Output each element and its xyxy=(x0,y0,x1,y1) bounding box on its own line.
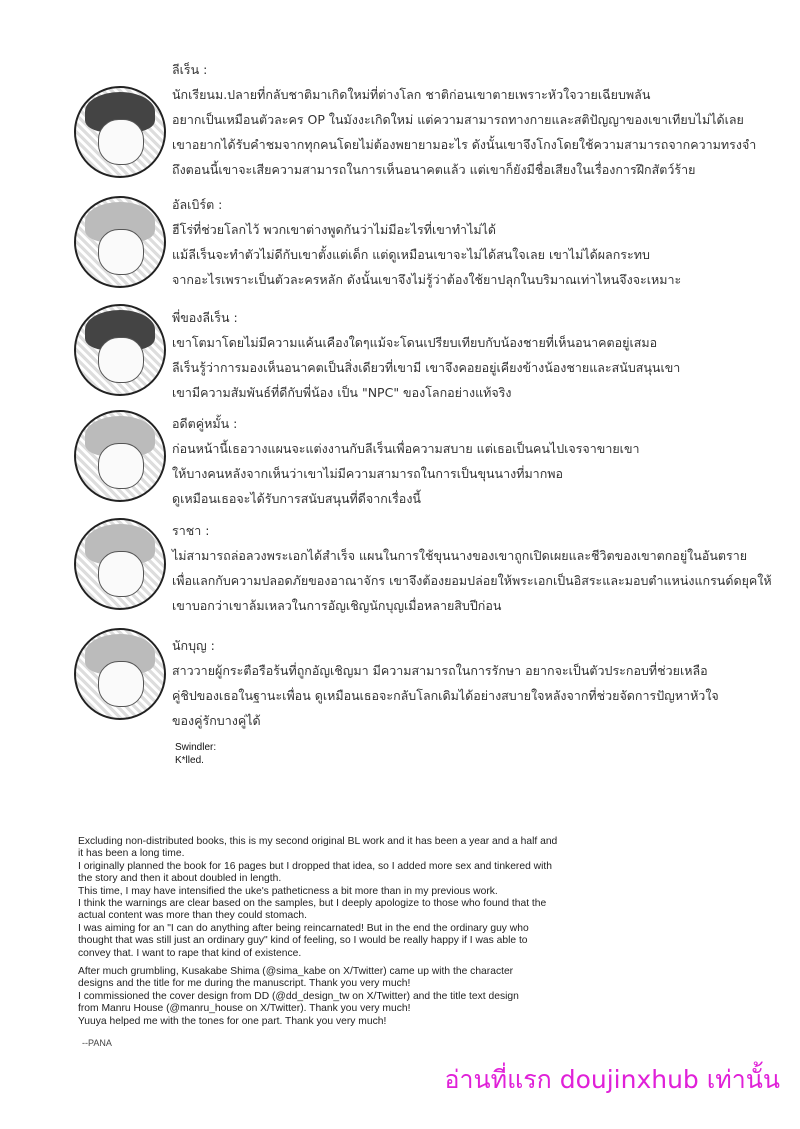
afterword-line: actual content was more than they could stomach. xyxy=(78,910,307,922)
afterword-line: I was aiming for an "I can do anything after being reincarnated! But in the end the ordinary guy who xyxy=(78,922,529,934)
character-name: ราชา : xyxy=(172,523,210,538)
character-description-line: เขาโตมาโดยไม่มีความแค้นเคืองใดๆแม้จะโดนเปรียบเทียบกับน้องชายที่เห็นอนาคตอยู่เสมอ xyxy=(172,335,658,350)
character-description-line: ของคู่รักบางคู่ได้ xyxy=(172,713,261,728)
portrait-brother xyxy=(74,304,166,396)
afterword-line: I commissioned the cover design from DD (@dd_design_tw on X/Twitter) and the title text design xyxy=(78,990,519,1002)
afterword-line: convey that. I want to rape that kind of existence. xyxy=(78,947,302,959)
character-entry xyxy=(172,192,681,292)
character-description-line: ให้บางคนหลังจากเห็นว่าเขาไม่มีความสามารถในการเป็นขุนนางที่มากพอ xyxy=(172,466,564,481)
character-description-line: จากอะไรเพราะเป็นตัวละครหลัก ดังนั้นเขาจึงไม่รู้ว่าต้องใช้ยาปลุกในบริมาณเท่าไหนจึงจะเหมาะ xyxy=(172,272,682,287)
character-entry xyxy=(172,633,719,733)
character-entry xyxy=(172,518,772,618)
character-description-line: ลีเร็นรู้ว่าการมองเห็นอนาคตเป็นสิ่งเดียวที่เขามี เขาจึงคอยอยู่เคียงข้างน้องชายและสนับสนุนเขา xyxy=(172,360,681,375)
character-description-line: นักเรียนม.ปลายที่กลับชาติมาเกิดใหม่ที่ต่างโลก ชาติก่อนเขาตายเพราะหัวใจวายเฉียบพลัน xyxy=(172,87,651,102)
character-name: อัลเบิร์ต : xyxy=(172,197,223,212)
watermark: อ่านที่แรก doujinxhub เท่านั้น xyxy=(444,1065,780,1094)
portrait-ex-fiancee xyxy=(74,410,166,502)
character-entry xyxy=(172,411,640,511)
afterword-paragraph-1 xyxy=(78,836,578,960)
character-entry xyxy=(172,57,756,182)
character-name: อดีตคู่หมั้น : xyxy=(172,416,238,431)
character-description-line: เพื่อแลกกับความปลอดภัยของอาณาจักร เขาจึงต้องยอมปล่อยให้พระเอกเป็นอิสระและมอบตำแหน่งแกรนด์ดยุคให้ xyxy=(172,573,772,588)
portrait-king xyxy=(74,518,166,610)
portrait-albert xyxy=(74,196,166,288)
afterword-line: the story and then it about doubled in length. xyxy=(78,873,282,885)
character-description-line: คู่ชิปของเธอในฐานะเพื่อน ดูเหมือนเธอจะกลับโลกเดิมได้อย่างสบายใจหลังจากที่ช่วยจัดการปัญหาหัวใจ xyxy=(172,688,719,703)
swindler-fate: K*lled. xyxy=(175,755,204,766)
character-description-line: สาววายผู้กระตือรือร้นที่ถูกอัญเชิญมา มีความสามารถในการรักษา อยากจะเป็นตัวประกอบที่ช่วยเหลือ xyxy=(172,663,708,678)
character-description-line: แม้ลีเร็นจะทำตัวไม่ดีกับเขาตั้งแต่เด็ก แต่ดูเหมือนเขาจะไม่ได้สนใจเลย เขาไม่ได้ผลกระทบ xyxy=(172,247,650,262)
character-name: นักบุญ : xyxy=(172,638,215,653)
afterword-line: from Manru House (@manru_house on X/Twitter). Thank you very much! xyxy=(78,1003,411,1015)
character-description-line: ถึงตอนนี้เขาจะเสียความสามารถในการเห็นอนาคตแล้ว แต่เขาก็ยังมีชื่อเสียงในเรื่องการฝึกสัตว์ร้าย xyxy=(172,162,696,177)
character-description-line: เขามีความสัมพันธ์ที่ดีกับพี่น้อง เป็น "NPC" ของโลกอย่างแท้จริง xyxy=(172,385,512,400)
afterword-line: Yuuya helped me with the tones for one part. Thank you very much! xyxy=(78,1015,387,1027)
afterword-line: I originally planned the book for 16 pages but I dropped that idea, so I added more sex and tinkered with xyxy=(78,860,552,872)
character-name: ลีเร็น : xyxy=(172,62,208,77)
character-description-line: เขาบอกว่าเขาล้มเหลวในการอัญเชิญนักบุญเมื่อหลายสิบปีก่อน xyxy=(172,598,502,613)
character-description-line: ฮีโร่ที่ช่วยโลกไว้ พวกเขาต่างพูดกันว่าไม่มีอะไรที่เขาทำไม่ได้ xyxy=(172,222,497,237)
afterword-line: This time, I may have intensified the uke's patheticness a bit more than in my previous work. xyxy=(78,885,498,897)
character-description-line: เขาอยากได้รับคำชมจากทุกคนโดยไม่ต้องพยายามอะไร ดังนั้นเขาจึงโกงโดยใช้ความสามารถจากความทรงจำ xyxy=(172,137,757,152)
afterword-paragraph-2 xyxy=(78,966,578,1028)
character-description-line: อยากเป็นเหมือนตัวละคร OP ในมังงะเกิดใหม่ แต่ความสามารถทางกายและสติปัญญาของเขาเทียบไม่ได้เลย xyxy=(172,112,744,127)
portrait-liren xyxy=(74,86,166,178)
portrait-saint xyxy=(74,628,166,720)
afterword-line: it has been a long time. xyxy=(78,848,185,860)
character-description-line: ไม่สามารถล่อลวงพระเอกได้สำเร็จ แผนในการใช้ขุนนางของเขาถูกเปิดเผยและชีวิตของเขาตกอยู่ในอันตราย xyxy=(172,548,748,563)
character-description-line: ก่อนหน้านี้เธอวางแผนจะแต่งงานกับลีเร็นเพื่อความสบาย แต่เธอเป็นคนไปเจรจาขายเขา xyxy=(172,441,640,456)
afterword-line: designs and the title for me during the manuscript. Thank you very much! xyxy=(78,978,411,990)
author-signature: --PANA xyxy=(82,1038,112,1048)
character-name: พี่ของลีเร็น : xyxy=(172,310,238,325)
afterword-line: After much grumbling, Kusakabe Shima (@sima_kabe on X/Twitter) came up with the character xyxy=(78,966,514,977)
swindler-name: Swindler: xyxy=(175,742,217,753)
afterword-line: Excluding non-distributed books, this is my second original BL work and it has been a year and a half and xyxy=(78,836,558,847)
character-description-line: ดูเหมือนเธอจะได้รับการสนับสนุนที่ดีจากเรื่องนี้ xyxy=(172,491,421,506)
character-entry xyxy=(172,305,680,405)
afterword-line: thought that was still just an ordinary guy" kind of feeling, so I would be really happy if I was able to xyxy=(78,935,528,947)
afterword-line: I think the warnings are clear based on the samples, but I deeply apologize to those who found that the xyxy=(78,898,547,910)
